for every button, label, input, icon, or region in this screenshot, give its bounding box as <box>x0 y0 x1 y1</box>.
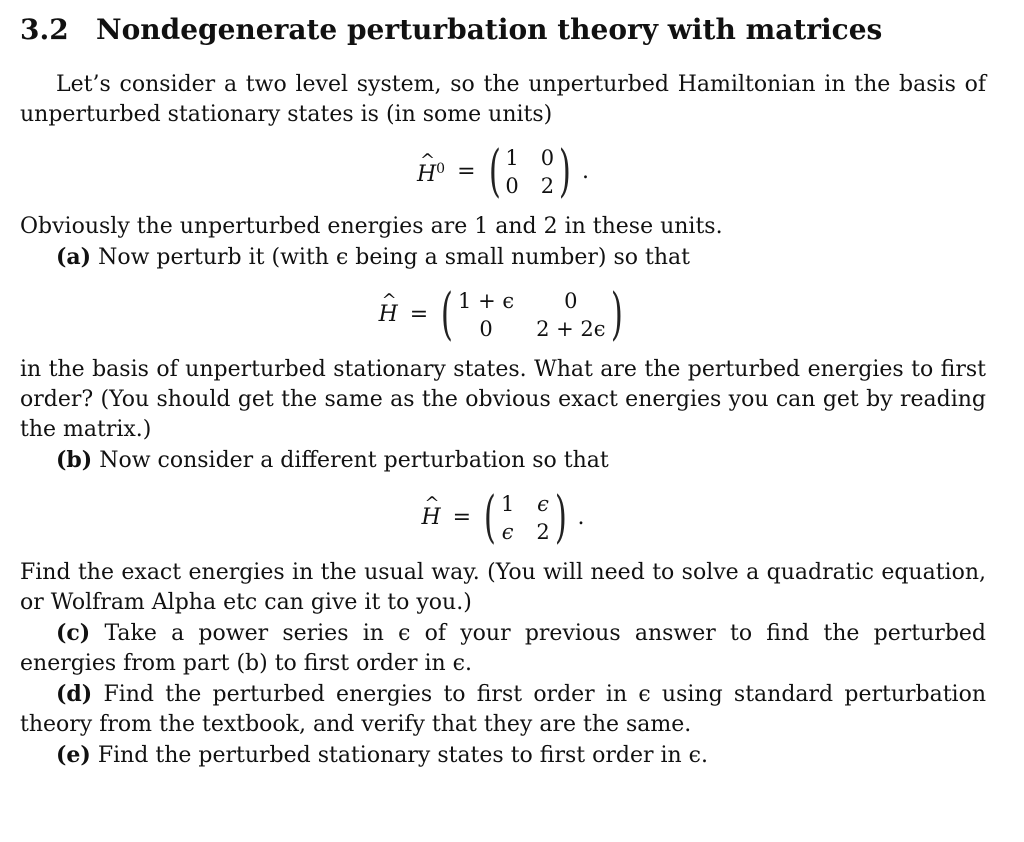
eq2-m22: 2 + 2ϵ <box>536 317 606 341</box>
part-c-label: (c) <box>56 620 91 646</box>
eq2-right-paren: ) <box>610 282 623 347</box>
eq3-m21: ϵ <box>501 520 514 544</box>
eq2-equals: = <box>409 302 429 327</box>
section-heading <box>20 10 986 50</box>
eq3-lhs: ^ H <box>421 503 440 533</box>
eq1-lhs <box>417 154 445 190</box>
eq1-right-paren: ) <box>559 139 572 204</box>
eq3-right-paren: ) <box>554 485 567 550</box>
eq2-m21: 0 <box>479 317 493 341</box>
part-e-label: (e) <box>56 742 91 768</box>
eq1-period: . <box>582 159 589 184</box>
equation-unperturbed-hamiltonian <box>20 139 986 204</box>
eq1-equals: = <box>457 159 476 184</box>
section-number: 3.2 <box>20 13 69 46</box>
eq1-m22: 2 <box>540 174 555 198</box>
eq2-left-paren: ( <box>441 282 454 347</box>
eq2-matrix <box>458 287 606 343</box>
equation-perturbed-hamiltonian-b <box>20 485 986 550</box>
eq2-lhs: ^ H <box>379 300 398 330</box>
eq1-lhs-symbol: ^ H <box>417 160 436 190</box>
part-c-paragraph <box>20 618 986 679</box>
part-e-paragraph <box>20 740 986 771</box>
eq1-m21: 0 <box>505 174 519 198</box>
eq3-matrix <box>501 490 550 546</box>
eq3-m12: ϵ <box>537 492 549 516</box>
part-d-paragraph <box>20 679 986 740</box>
eq2-m11: 1 + ϵ <box>458 289 515 313</box>
intro-paragraph: Let’s consider a two level system, so the unperturbed Hamiltonian in the basis of unperturbed stationary states is (in some units) <box>20 72 986 127</box>
eq3-m11: 1 <box>500 492 515 516</box>
eq1-m11: 1 <box>505 146 519 170</box>
document-page <box>20 10 986 771</box>
equation-perturbed-hamiltonian-a <box>20 282 986 347</box>
eq1-matrix <box>505 144 554 200</box>
after-a-paragraph: in the basis of unperturbed stationary states. What are the perturbed energies to first order? (You should get the same as the obvious exact energies you can get by reading the matrix.) <box>20 357 986 442</box>
eq3-period: . <box>577 505 585 530</box>
part-b-paragraph <box>20 445 986 476</box>
part-d-label: (d) <box>56 681 93 707</box>
part-d-text: Find the perturbed energies to first order in ϵ using standard perturbation theory from the textbook, and verify that they are the same. <box>20 682 986 737</box>
eq2-m12: 0 <box>564 289 578 313</box>
after-b-paragraph: Find the exact energies in the usual way. (You will need to solve a quadratic equation, or Wolfram Alpha etc can give it to you.) <box>20 560 986 615</box>
part-c-text: Take a power series in ϵ of your previous answer to find the perturbed energies from part (b) to first order in ϵ. <box>20 621 986 676</box>
obvious-paragraph: Obviously the unperturbed energies are 1 and 2 in these units. <box>20 214 723 239</box>
part-a-text: Now perturb it (with ϵ being a small number) so that <box>98 245 690 270</box>
part-a-label: (a) <box>56 244 92 270</box>
part-b-label: (b) <box>56 447 93 473</box>
part-b-text: Now consider a different perturbation so that <box>99 448 609 473</box>
part-a-paragraph <box>20 242 986 273</box>
eq3-m22: 2 <box>536 520 550 544</box>
section-title: Nondegenerate perturbation theory with matrices <box>96 13 883 46</box>
eq1-superscript: 0 <box>436 160 446 177</box>
eq1-left-paren: ( <box>488 139 501 204</box>
eq1-m12: 0 <box>540 146 555 170</box>
eq3-equals: = <box>452 505 472 530</box>
part-e-text: Find the perturbed stationary states to first order in ϵ. <box>97 743 708 768</box>
eq3-left-paren: ( <box>483 485 497 550</box>
